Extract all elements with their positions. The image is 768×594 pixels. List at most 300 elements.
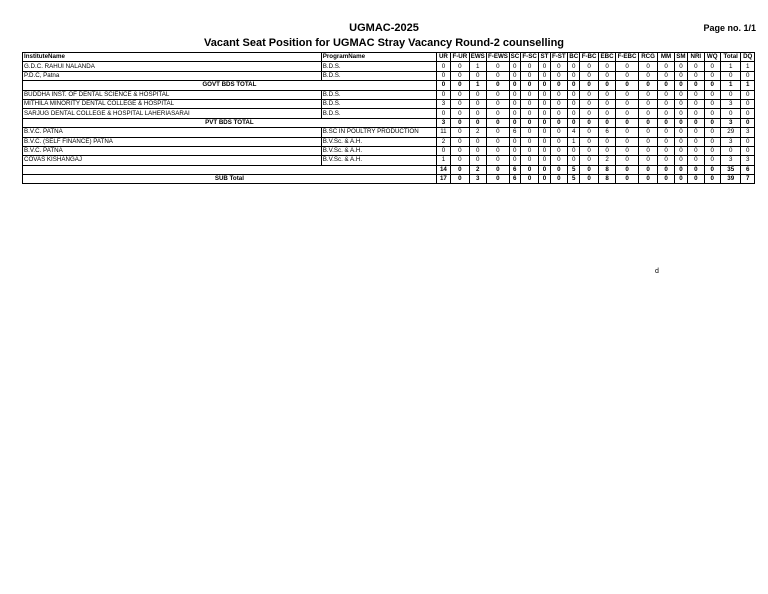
count-cell-sm: 0 [674, 165, 687, 174]
table-body [23, 62, 755, 184]
count-cell-ews: 2 [469, 128, 486, 137]
table-header-row [23, 53, 755, 62]
count-cell-f-st: 0 [550, 62, 567, 71]
column-header-sc: SC [510, 53, 520, 61]
count-cell-f-ews: 0 [487, 146, 510, 155]
count-cell-f-ur: 0 [451, 90, 469, 99]
table-row [23, 109, 755, 118]
count-cell-wq: 0 [704, 109, 720, 118]
column-header-f-sc: F-SC [520, 53, 538, 62]
count-cell-ur: 3 [436, 99, 450, 108]
count-cell-total: 1 [720, 62, 741, 71]
count-cell-f-ebc: 0 [616, 165, 639, 174]
count-cell-st: 0 [539, 146, 550, 155]
count-cell-f-ews: 0 [487, 99, 510, 108]
count-cell-f-ebc: 0 [616, 156, 639, 165]
count-cell-wq: 0 [704, 81, 720, 90]
count-cell-mm: 0 [658, 71, 674, 80]
count-cell-ur: 11 [436, 128, 450, 137]
count-cell-bc: 5 [568, 165, 580, 174]
count-cell-f-ur: 0 [451, 156, 469, 165]
count-cell-f-ebc: 0 [616, 90, 639, 99]
count-cell-f-ews: 0 [487, 165, 510, 174]
count-cell-st: 0 [539, 62, 550, 71]
count-cell-sc: 0 [509, 99, 520, 108]
count-cell-wq: 0 [704, 175, 720, 184]
count-cell-f-ur: 0 [451, 128, 469, 137]
count-cell-f-ebc: 0 [616, 175, 639, 184]
count-cell-ebc: 8 [598, 165, 615, 174]
count-cell-rcg: 0 [638, 128, 658, 137]
count-cell-ebc: 0 [598, 109, 615, 118]
report-title: UGMAC-2025 [349, 22, 419, 34]
count-cell-f-ews: 0 [487, 128, 510, 137]
count-cell-bc: 0 [568, 99, 580, 108]
count-cell-f-bc: 0 [580, 165, 598, 174]
count-cell-sc: 0 [509, 81, 520, 90]
column-header-f-ebc: F-EBC [617, 53, 637, 61]
count-cell-ews: 0 [469, 109, 486, 118]
institute-name-cell: G.D.C. RAHUI NALANDA [23, 62, 322, 71]
count-cell-f-ews: 0 [487, 81, 510, 90]
count-cell-f-bc: 0 [580, 109, 598, 118]
count-cell-f-bc: 0 [580, 81, 598, 90]
count-cell-f-sc: 0 [520, 165, 538, 174]
count-cell-bc: 0 [568, 81, 580, 90]
table-row [23, 137, 755, 146]
count-cell-nri: 0 [688, 62, 704, 71]
count-cell-bc: 0 [568, 109, 580, 118]
column-header-nri: NRI [688, 53, 704, 62]
count-cell-f-st: 0 [550, 137, 567, 146]
count-cell-sc: 6 [509, 165, 520, 174]
count-cell-sm: 0 [674, 128, 687, 137]
vacancy-table [22, 52, 755, 184]
count-cell-nri: 0 [688, 175, 704, 184]
count-cell-bc: 0 [568, 146, 580, 155]
count-cell-ur: 17 [436, 175, 450, 184]
column-header-dq: DQ [741, 53, 755, 62]
count-cell-ur: 0 [436, 81, 450, 90]
count-cell-f-ews: 0 [487, 137, 510, 146]
count-cell-sc: 0 [509, 146, 520, 155]
count-cell-ebc: 0 [598, 81, 615, 90]
count-cell-f-ur: 0 [451, 146, 469, 155]
column-header-ebc: EBC [598, 53, 615, 62]
count-cell-f-bc: 0 [580, 62, 598, 71]
total-label [23, 165, 437, 174]
count-cell-nri: 0 [688, 137, 704, 146]
count-cell-nri: 0 [688, 90, 704, 99]
count-cell-f-st: 0 [550, 109, 567, 118]
institute-name-cell: B.V.C. PATNA [23, 128, 322, 137]
count-cell-mm: 0 [658, 128, 674, 137]
column-header-f-ews: F-EWS [488, 53, 508, 61]
count-cell-f-ebc: 0 [616, 99, 639, 108]
count-cell-total: 3 [720, 118, 741, 127]
count-cell-total: 35 [720, 165, 741, 174]
total-label: GOVT BDS TOTAL [23, 81, 437, 90]
table-row [23, 62, 755, 71]
count-cell-f-ebc: 0 [616, 62, 639, 71]
count-cell-ur: 14 [436, 165, 450, 174]
footnote: d [655, 268, 659, 275]
count-cell-f-ebc: 0 [616, 118, 639, 127]
column-header-programname: ProgramName [321, 53, 436, 62]
count-cell-sm: 0 [674, 118, 687, 127]
count-cell-f-bc: 0 [580, 156, 598, 165]
count-cell-dq: 1 [741, 62, 755, 71]
count-cell-sm: 0 [674, 175, 687, 184]
count-cell-dq: 1 [741, 81, 755, 90]
column-header-rcg: RCG [638, 53, 658, 62]
count-cell-ur: 0 [436, 146, 450, 155]
count-cell-f-st: 0 [550, 128, 567, 137]
count-cell-ews: 3 [469, 175, 486, 184]
count-cell-wq: 0 [704, 62, 720, 71]
count-cell-mm: 0 [658, 81, 674, 90]
count-cell-sc: 0 [509, 71, 520, 80]
count-cell-total: 0 [720, 109, 741, 118]
count-cell-dq: 6 [741, 165, 755, 174]
count-cell-bc: 0 [568, 90, 580, 99]
count-cell-wq: 0 [704, 99, 720, 108]
institute-name-cell: COVAS KISHANGAJ [23, 156, 322, 165]
count-cell-ebc: 6 [598, 128, 615, 137]
count-cell-f-sc: 0 [520, 109, 538, 118]
count-cell-total: 3 [720, 137, 741, 146]
count-cell-sm: 0 [674, 99, 687, 108]
count-cell-dq: 7 [741, 175, 755, 184]
count-cell-wq: 0 [704, 128, 720, 137]
count-cell-f-st: 0 [550, 90, 567, 99]
count-cell-rcg: 0 [638, 118, 658, 127]
count-cell-f-ur: 0 [451, 165, 469, 174]
total-row [23, 81, 755, 90]
count-cell-wq: 0 [704, 137, 720, 146]
count-cell-mm: 0 [658, 109, 674, 118]
count-cell-f-st: 0 [550, 156, 567, 165]
count-cell-bc: 0 [568, 118, 580, 127]
count-cell-ur: 0 [436, 90, 450, 99]
count-cell-ur: 1 [436, 156, 450, 165]
institute-name-cell: SARJUG DENTAL COLLEGE & HOSPITAL LAHERIASARAI [23, 109, 322, 118]
count-cell-f-ews: 0 [487, 71, 510, 80]
count-cell-sm: 0 [674, 71, 687, 80]
program-name-cell: B.D.S. [321, 99, 436, 108]
count-cell-rcg: 0 [638, 175, 658, 184]
program-name-cell: B.D.S. [321, 62, 436, 71]
total-label: PVT BDS TOTAL [23, 118, 437, 127]
count-cell-mm: 0 [658, 156, 674, 165]
table-row [23, 71, 755, 80]
count-cell-nri: 0 [688, 128, 704, 137]
count-cell-f-ur: 0 [451, 175, 469, 184]
count-cell-f-bc: 0 [580, 99, 598, 108]
count-cell-st: 0 [539, 128, 550, 137]
count-cell-ur: 2 [436, 137, 450, 146]
count-cell-f-ews: 0 [487, 118, 510, 127]
count-cell-nri: 0 [688, 165, 704, 174]
count-cell-ur: 0 [436, 62, 450, 71]
count-cell-f-ur: 0 [451, 99, 469, 108]
count-cell-f-bc: 0 [580, 118, 598, 127]
count-cell-dq: 0 [741, 118, 755, 127]
column-header-f-ur: F-UR [452, 53, 468, 61]
count-cell-f-ur: 0 [451, 81, 469, 90]
count-cell-ebc: 0 [598, 71, 615, 80]
count-cell-ebc: 0 [598, 146, 615, 155]
count-cell-ews: 0 [469, 146, 486, 155]
report-subtitle: Vacant Seat Position for UGMAC Stray Vacancy Round-2 counselling [203, 37, 565, 49]
count-cell-mm: 0 [658, 99, 674, 108]
count-cell-dq: 0 [741, 99, 755, 108]
column-header-total: Total [720, 53, 741, 62]
count-cell-bc: 1 [568, 137, 580, 146]
column-header-f-bc: F-BC [581, 53, 597, 61]
institute-name-cell: B.V.C. (SELF FINANCE) PATNA [23, 137, 322, 146]
count-cell-sm: 0 [674, 90, 687, 99]
count-cell-f-sc: 0 [520, 137, 538, 146]
count-cell-f-bc: 0 [580, 137, 598, 146]
count-cell-ebc: 0 [598, 137, 615, 146]
count-cell-rcg: 0 [638, 71, 658, 80]
count-cell-nri: 0 [688, 109, 704, 118]
count-cell-bc: 0 [568, 62, 580, 71]
count-cell-f-ews: 0 [487, 90, 510, 99]
count-cell-rcg: 0 [638, 165, 658, 174]
count-cell-nri: 0 [688, 118, 704, 127]
count-cell-f-sc: 0 [520, 81, 538, 90]
count-cell-rcg: 0 [638, 90, 658, 99]
program-name-cell: B.SC IN POULTRY PRODUCTION [321, 128, 436, 137]
count-cell-ews: 0 [469, 156, 486, 165]
count-cell-wq: 0 [704, 156, 720, 165]
count-cell-ews: 0 [469, 118, 486, 127]
count-cell-nri: 0 [688, 99, 704, 108]
count-cell-total: 29 [720, 128, 741, 137]
count-cell-f-ur: 0 [451, 71, 469, 80]
count-cell-f-bc: 0 [580, 128, 598, 137]
program-name-cell: B.V.Sc. & A.H. [321, 156, 436, 165]
count-cell-mm: 0 [658, 118, 674, 127]
total-row [23, 165, 755, 174]
count-cell-ebc: 0 [598, 118, 615, 127]
count-cell-ews: 1 [469, 81, 486, 90]
count-cell-rcg: 0 [638, 99, 658, 108]
count-cell-f-sc: 0 [520, 62, 538, 71]
count-cell-f-bc: 0 [580, 71, 598, 80]
count-cell-st: 0 [539, 90, 550, 99]
count-cell-f-sc: 0 [520, 118, 538, 127]
count-cell-sm: 0 [674, 137, 687, 146]
count-cell-f-ebc: 0 [616, 137, 639, 146]
count-cell-sc: 6 [509, 175, 520, 184]
count-cell-nri: 0 [688, 146, 704, 155]
count-cell-f-sc: 0 [520, 128, 538, 137]
count-cell-sc: 0 [509, 137, 520, 146]
count-cell-sm: 0 [674, 146, 687, 155]
count-cell-sm: 0 [674, 62, 687, 71]
count-cell-sc: 0 [509, 156, 520, 165]
count-cell-ebc: 8 [598, 175, 615, 184]
count-cell-f-ur: 0 [451, 109, 469, 118]
count-cell-f-ebc: 0 [616, 71, 639, 80]
count-cell-st: 0 [539, 175, 550, 184]
count-cell-rcg: 0 [638, 62, 658, 71]
count-cell-f-ur: 0 [451, 118, 469, 127]
count-cell-dq: 0 [741, 71, 755, 80]
count-cell-dq: 0 [741, 109, 755, 118]
count-cell-wq: 0 [704, 146, 720, 155]
count-cell-nri: 0 [688, 81, 704, 90]
count-cell-f-st: 0 [550, 175, 567, 184]
count-cell-sm: 0 [674, 81, 687, 90]
count-cell-rcg: 0 [638, 156, 658, 165]
count-cell-sc: 0 [509, 109, 520, 118]
count-cell-f-sc: 0 [520, 71, 538, 80]
count-cell-ews: 0 [469, 137, 486, 146]
count-cell-dq: 0 [741, 137, 755, 146]
count-cell-f-sc: 0 [520, 175, 538, 184]
count-cell-rcg: 0 [638, 137, 658, 146]
count-cell-f-ebc: 0 [616, 146, 639, 155]
count-cell-bc: 4 [568, 128, 580, 137]
count-cell-ebc: 0 [598, 90, 615, 99]
count-cell-mm: 0 [658, 62, 674, 71]
count-cell-ews: 0 [469, 99, 486, 108]
count-cell-mm: 0 [658, 165, 674, 174]
count-cell-f-st: 0 [550, 146, 567, 155]
count-cell-sc: 0 [509, 62, 520, 71]
count-cell-f-sc: 0 [520, 99, 538, 108]
count-cell-st: 0 [539, 137, 550, 146]
count-cell-ur: 0 [436, 71, 450, 80]
total-row [23, 118, 755, 127]
count-cell-st: 0 [539, 71, 550, 80]
count-cell-sc: 0 [509, 90, 520, 99]
institute-name-cell: MITHILA MINORITY DENTAL COLLEGE & HOSPITAL [23, 99, 322, 108]
institute-name-cell: B.V.C. PATNA [23, 146, 322, 155]
count-cell-st: 0 [539, 81, 550, 90]
total-row [23, 175, 755, 184]
count-cell-st: 0 [539, 109, 550, 118]
count-cell-st: 0 [539, 156, 550, 165]
count-cell-wq: 0 [704, 71, 720, 80]
institute-name-cell: BUDDHA INST. OF DENTAL SCIENCE & HOSPITAL [23, 90, 322, 99]
count-cell-dq: 3 [741, 156, 755, 165]
count-cell-total: 0 [720, 90, 741, 99]
count-cell-nri: 0 [688, 71, 704, 80]
count-cell-bc: 0 [568, 156, 580, 165]
count-cell-f-ebc: 0 [616, 81, 639, 90]
count-cell-f-st: 0 [550, 118, 567, 127]
institute-name-cell: P.D.C, Patna [23, 71, 322, 80]
count-cell-bc: 0 [568, 71, 580, 80]
count-cell-f-sc: 0 [520, 156, 538, 165]
program-name-cell: B.D.S. [321, 90, 436, 99]
program-name-cell: B.V.Sc. & A.H. [321, 146, 436, 155]
count-cell-sm: 0 [674, 109, 687, 118]
page-number: Page no. 1/1 [703, 23, 756, 33]
table-row [23, 99, 755, 108]
table-row [23, 156, 755, 165]
count-cell-st: 0 [539, 99, 550, 108]
count-cell-rcg: 0 [638, 109, 658, 118]
count-cell-sc: 6 [509, 128, 520, 137]
total-label: SUB Total [23, 175, 437, 184]
count-cell-f-ews: 0 [487, 109, 510, 118]
count-cell-f-sc: 0 [520, 90, 538, 99]
count-cell-f-st: 0 [550, 165, 567, 174]
count-cell-f-bc: 0 [580, 146, 598, 155]
count-cell-mm: 0 [658, 175, 674, 184]
table-row [23, 128, 755, 137]
column-header-mm: MM [658, 53, 674, 62]
count-cell-wq: 0 [704, 90, 720, 99]
count-cell-ews: 1 [469, 62, 486, 71]
count-cell-f-ebc: 0 [616, 109, 639, 118]
count-cell-f-st: 0 [550, 99, 567, 108]
count-cell-f-ews: 0 [487, 156, 510, 165]
column-header-sm: SM [674, 53, 687, 62]
count-cell-bc: 5 [568, 175, 580, 184]
column-header-ur: UR [436, 53, 450, 62]
count-cell-ebc: 0 [598, 99, 615, 108]
count-cell-dq: 3 [741, 128, 755, 137]
count-cell-f-sc: 0 [520, 146, 538, 155]
count-cell-dq: 0 [741, 146, 755, 155]
count-cell-ur: 3 [436, 118, 450, 127]
column-header-f-st: F-ST [551, 53, 566, 61]
count-cell-sc: 0 [509, 118, 520, 127]
count-cell-wq: 0 [704, 118, 720, 127]
column-header-bc: BC [569, 53, 579, 61]
column-header-ews: EWS [470, 53, 485, 61]
count-cell-sm: 0 [674, 156, 687, 165]
count-cell-ews: 0 [469, 71, 486, 80]
program-name-cell: B.D.S. [321, 109, 436, 118]
count-cell-f-bc: 0 [580, 175, 598, 184]
count-cell-mm: 0 [658, 90, 674, 99]
count-cell-dq: 0 [741, 90, 755, 99]
count-cell-f-ebc: 0 [616, 128, 639, 137]
count-cell-mm: 0 [658, 137, 674, 146]
count-cell-rcg: 0 [638, 146, 658, 155]
count-cell-f-st: 0 [550, 71, 567, 80]
count-cell-st: 0 [539, 165, 550, 174]
count-cell-total: 0 [720, 146, 741, 155]
count-cell-f-ur: 0 [451, 137, 469, 146]
count-cell-total: 39 [720, 175, 741, 184]
count-cell-f-ews: 0 [487, 175, 510, 184]
count-cell-ebc: 0 [598, 62, 615, 71]
count-cell-ebc: 2 [598, 156, 615, 165]
count-cell-total: 3 [720, 99, 741, 108]
count-cell-f-ews: 0 [487, 62, 510, 71]
count-cell-total: 3 [720, 156, 741, 165]
column-header-institutename: InstituteName [23, 53, 322, 62]
table-row [23, 146, 755, 155]
count-cell-wq: 0 [704, 165, 720, 174]
count-cell-mm: 0 [658, 146, 674, 155]
count-cell-st: 0 [539, 118, 550, 127]
count-cell-total: 1 [720, 81, 741, 90]
count-cell-ews: 0 [469, 90, 486, 99]
program-name-cell: B.V.Sc. & A.H. [321, 137, 436, 146]
count-cell-rcg: 0 [638, 81, 658, 90]
count-cell-ews: 2 [469, 165, 486, 174]
